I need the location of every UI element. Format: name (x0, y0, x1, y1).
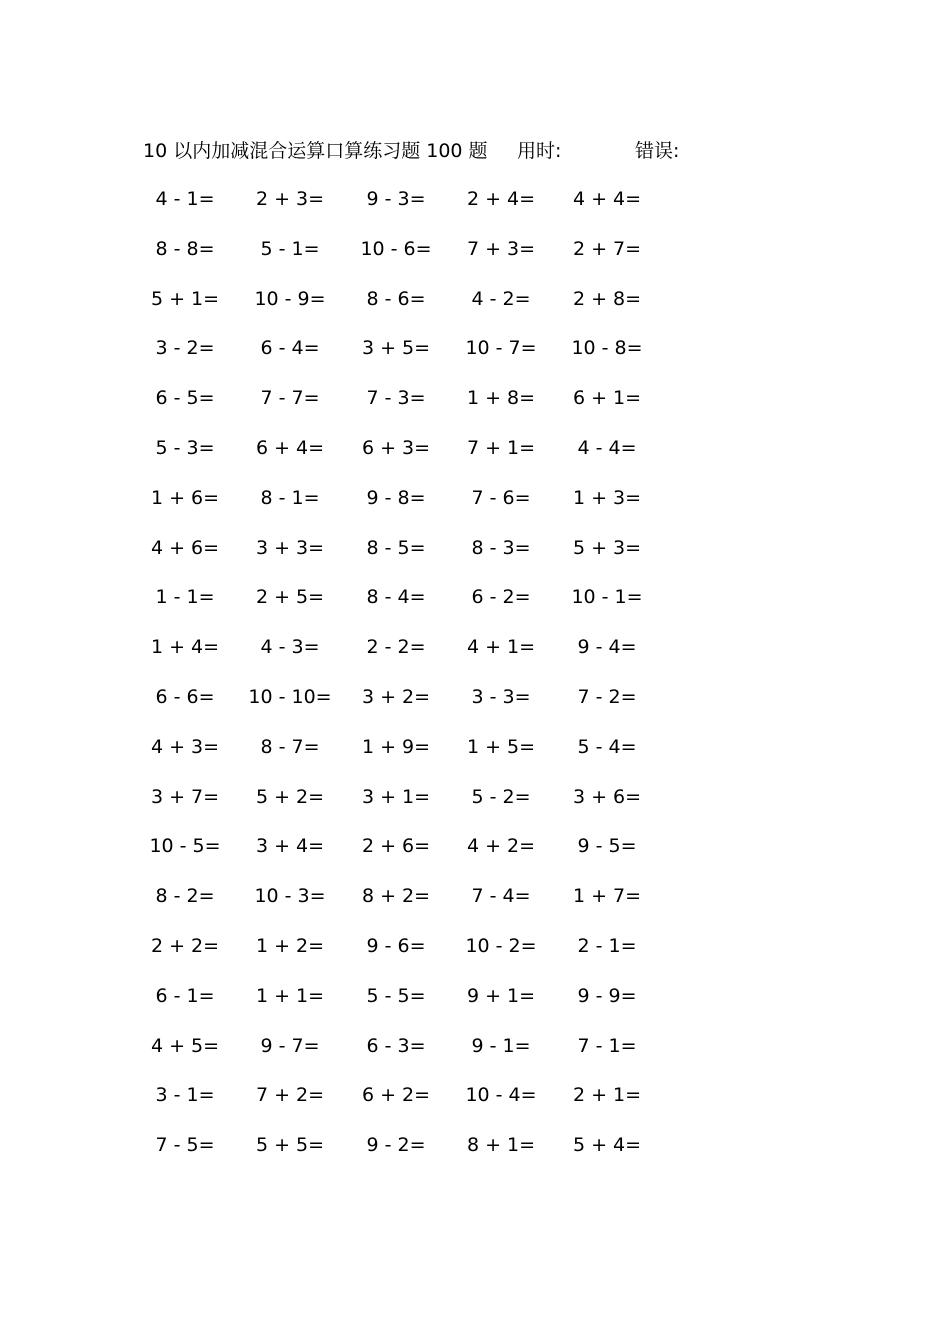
math-problem: 9 - 7= (260, 1034, 320, 1057)
math-problem: 9 - 8= (366, 486, 426, 509)
problem-row (130, 981, 690, 1031)
math-problem: 4 - 3= (260, 636, 320, 659)
math-problem: 1 + 6= (150, 486, 220, 509)
problem-row (130, 931, 690, 981)
math-problem: 6 - 1= (155, 984, 215, 1007)
math-problem: 9 - 2= (366, 1134, 426, 1157)
math-problem: 7 - 2= (577, 685, 637, 708)
problem-row (130, 383, 690, 433)
math-problem: 5 - 2= (471, 785, 531, 808)
math-problem: 4 - 1= (155, 188, 215, 210)
math-problem: 4 + 2= (466, 835, 536, 858)
math-problem: 10 - 7= (465, 337, 537, 360)
math-problem: 3 + 2= (361, 685, 431, 708)
math-problem: 2 + 2= (150, 934, 220, 957)
problem-row (130, 831, 690, 881)
math-problem: 9 - 9= (577, 984, 637, 1007)
math-problem: 5 + 5= (255, 1134, 325, 1157)
math-problem: 4 - 4= (577, 436, 637, 459)
problem-row (130, 632, 690, 682)
math-problem: 3 - 2= (155, 337, 215, 360)
math-problem: 2 + 4= (466, 188, 536, 210)
math-problem: 3 - 1= (155, 1084, 215, 1107)
math-problem: 8 - 2= (155, 885, 215, 908)
math-problem: 7 - 1= (577, 1034, 637, 1057)
math-problem: 9 + 1= (466, 984, 536, 1007)
math-problem: 3 + 7= (150, 785, 220, 808)
math-problem: 10 - 10= (248, 685, 332, 708)
math-problem: 8 - 4= (366, 586, 426, 609)
math-problem: 10 - 4= (465, 1084, 537, 1107)
math-problem: 9 - 5= (577, 835, 637, 858)
math-problem: 4 + 6= (150, 536, 220, 559)
math-problem: 3 + 6= (572, 785, 642, 808)
math-problem: 2 + 1= (572, 1084, 642, 1107)
math-problem: 4 + 1= (466, 636, 536, 659)
problem-row (130, 533, 690, 583)
math-problem: 9 - 1= (471, 1034, 531, 1057)
math-problem: 7 + 3= (466, 237, 536, 260)
math-problem: 6 - 5= (155, 387, 215, 410)
math-problem: 10 - 8= (571, 337, 643, 360)
math-problem: 6 - 6= (155, 685, 215, 708)
math-problem: 2 - 2= (366, 636, 426, 659)
math-problem: 3 + 5= (361, 337, 431, 360)
math-problem: 7 - 6= (471, 486, 531, 509)
math-problem: 6 + 1= (572, 387, 642, 410)
math-problem: 1 + 3= (572, 486, 642, 509)
math-problem: 4 + 3= (150, 735, 220, 758)
math-problem: 7 - 3= (366, 387, 426, 410)
problem-row (130, 682, 690, 732)
problem-row (130, 433, 690, 483)
math-problem: 9 - 4= (577, 636, 637, 659)
problem-grid (130, 184, 690, 1180)
math-problem: 10 - 2= (465, 934, 537, 957)
math-problem: 3 + 3= (255, 536, 325, 559)
math-problem: 8 - 6= (366, 287, 426, 310)
math-problem: 5 - 1= (260, 237, 320, 260)
math-problem: 4 + 4= (572, 188, 642, 210)
problem-row (130, 1080, 690, 1130)
math-problem: 8 - 7= (260, 735, 320, 758)
math-problem: 1 - 1= (155, 586, 215, 609)
math-problem: 5 - 5= (366, 984, 426, 1007)
problem-row (130, 1130, 690, 1180)
math-problem: 3 + 1= (361, 785, 431, 808)
math-problem: 2 - 1= (577, 934, 637, 957)
math-problem: 7 + 1= (466, 436, 536, 459)
math-problem: 2 + 8= (572, 287, 642, 310)
math-problem: 5 + 3= (572, 536, 642, 559)
math-problem: 7 - 7= (260, 387, 320, 410)
math-problem: 1 + 4= (150, 636, 220, 659)
math-problem: 6 + 4= (255, 436, 325, 459)
math-problem: 4 + 5= (150, 1034, 220, 1057)
problem-row (130, 732, 690, 782)
math-problem: 7 - 4= (471, 885, 531, 908)
problem-row (130, 184, 690, 234)
worksheet-title: 10 以内加减混合运算口算练习题 100 题 (143, 140, 488, 162)
math-problem: 1 + 8= (466, 387, 536, 410)
math-problem: 10 - 6= (360, 237, 432, 260)
problem-row (130, 881, 690, 931)
math-problem: 1 + 2= (255, 934, 325, 957)
math-problem: 10 - 3= (254, 885, 326, 908)
math-problem: 10 - 5= (149, 835, 221, 858)
math-problem: 3 + 4= (255, 835, 325, 858)
math-problem: 8 - 5= (366, 536, 426, 559)
math-problem: 2 + 6= (361, 835, 431, 858)
math-problem: 8 - 3= (471, 536, 531, 559)
math-problem: 8 - 1= (260, 486, 320, 509)
problem-row (130, 782, 690, 832)
math-problem: 2 + 5= (255, 586, 325, 609)
math-problem: 6 - 4= (260, 337, 320, 360)
math-problem: 7 - 5= (155, 1134, 215, 1157)
problem-row (130, 284, 690, 334)
problem-row (130, 333, 690, 383)
math-problem: 1 + 7= (572, 885, 642, 908)
math-problem: 6 + 2= (361, 1084, 431, 1107)
math-problem: 5 + 4= (572, 1134, 642, 1157)
math-problem: 5 + 2= (255, 785, 325, 808)
math-problem: 6 + 3= (361, 436, 431, 459)
math-problem: 8 - 8= (155, 237, 215, 260)
math-problem: 2 + 7= (572, 237, 642, 260)
math-problem: 4 - 2= (471, 287, 531, 310)
math-problem: 5 - 4= (577, 735, 637, 758)
problem-row (130, 234, 690, 284)
math-problem: 8 + 1= (466, 1134, 536, 1157)
math-problem: 9 - 6= (366, 934, 426, 957)
math-problem: 8 + 2= (361, 885, 431, 908)
problem-row (130, 1031, 690, 1081)
math-problem: 7 + 2= (255, 1084, 325, 1107)
math-problem: 6 - 3= (366, 1034, 426, 1057)
errors-label: 错误: (635, 140, 680, 162)
math-problem: 10 - 1= (571, 586, 643, 609)
math-problem: 5 + 1= (150, 287, 220, 310)
math-problem: 2 + 3= (255, 188, 325, 210)
math-problem: 1 + 9= (361, 735, 431, 758)
math-problem: 1 + 1= (255, 984, 325, 1007)
math-problem: 10 - 9= (254, 287, 326, 310)
problem-row (130, 483, 690, 533)
math-problem: 9 - 3= (366, 188, 426, 210)
time-used-label: 用时: (517, 140, 562, 162)
problem-row (130, 582, 690, 632)
math-problem: 5 - 3= (155, 436, 215, 459)
math-problem: 6 - 2= (471, 586, 531, 609)
math-problem: 3 - 3= (471, 685, 531, 708)
math-problem: 1 + 5= (466, 735, 536, 758)
